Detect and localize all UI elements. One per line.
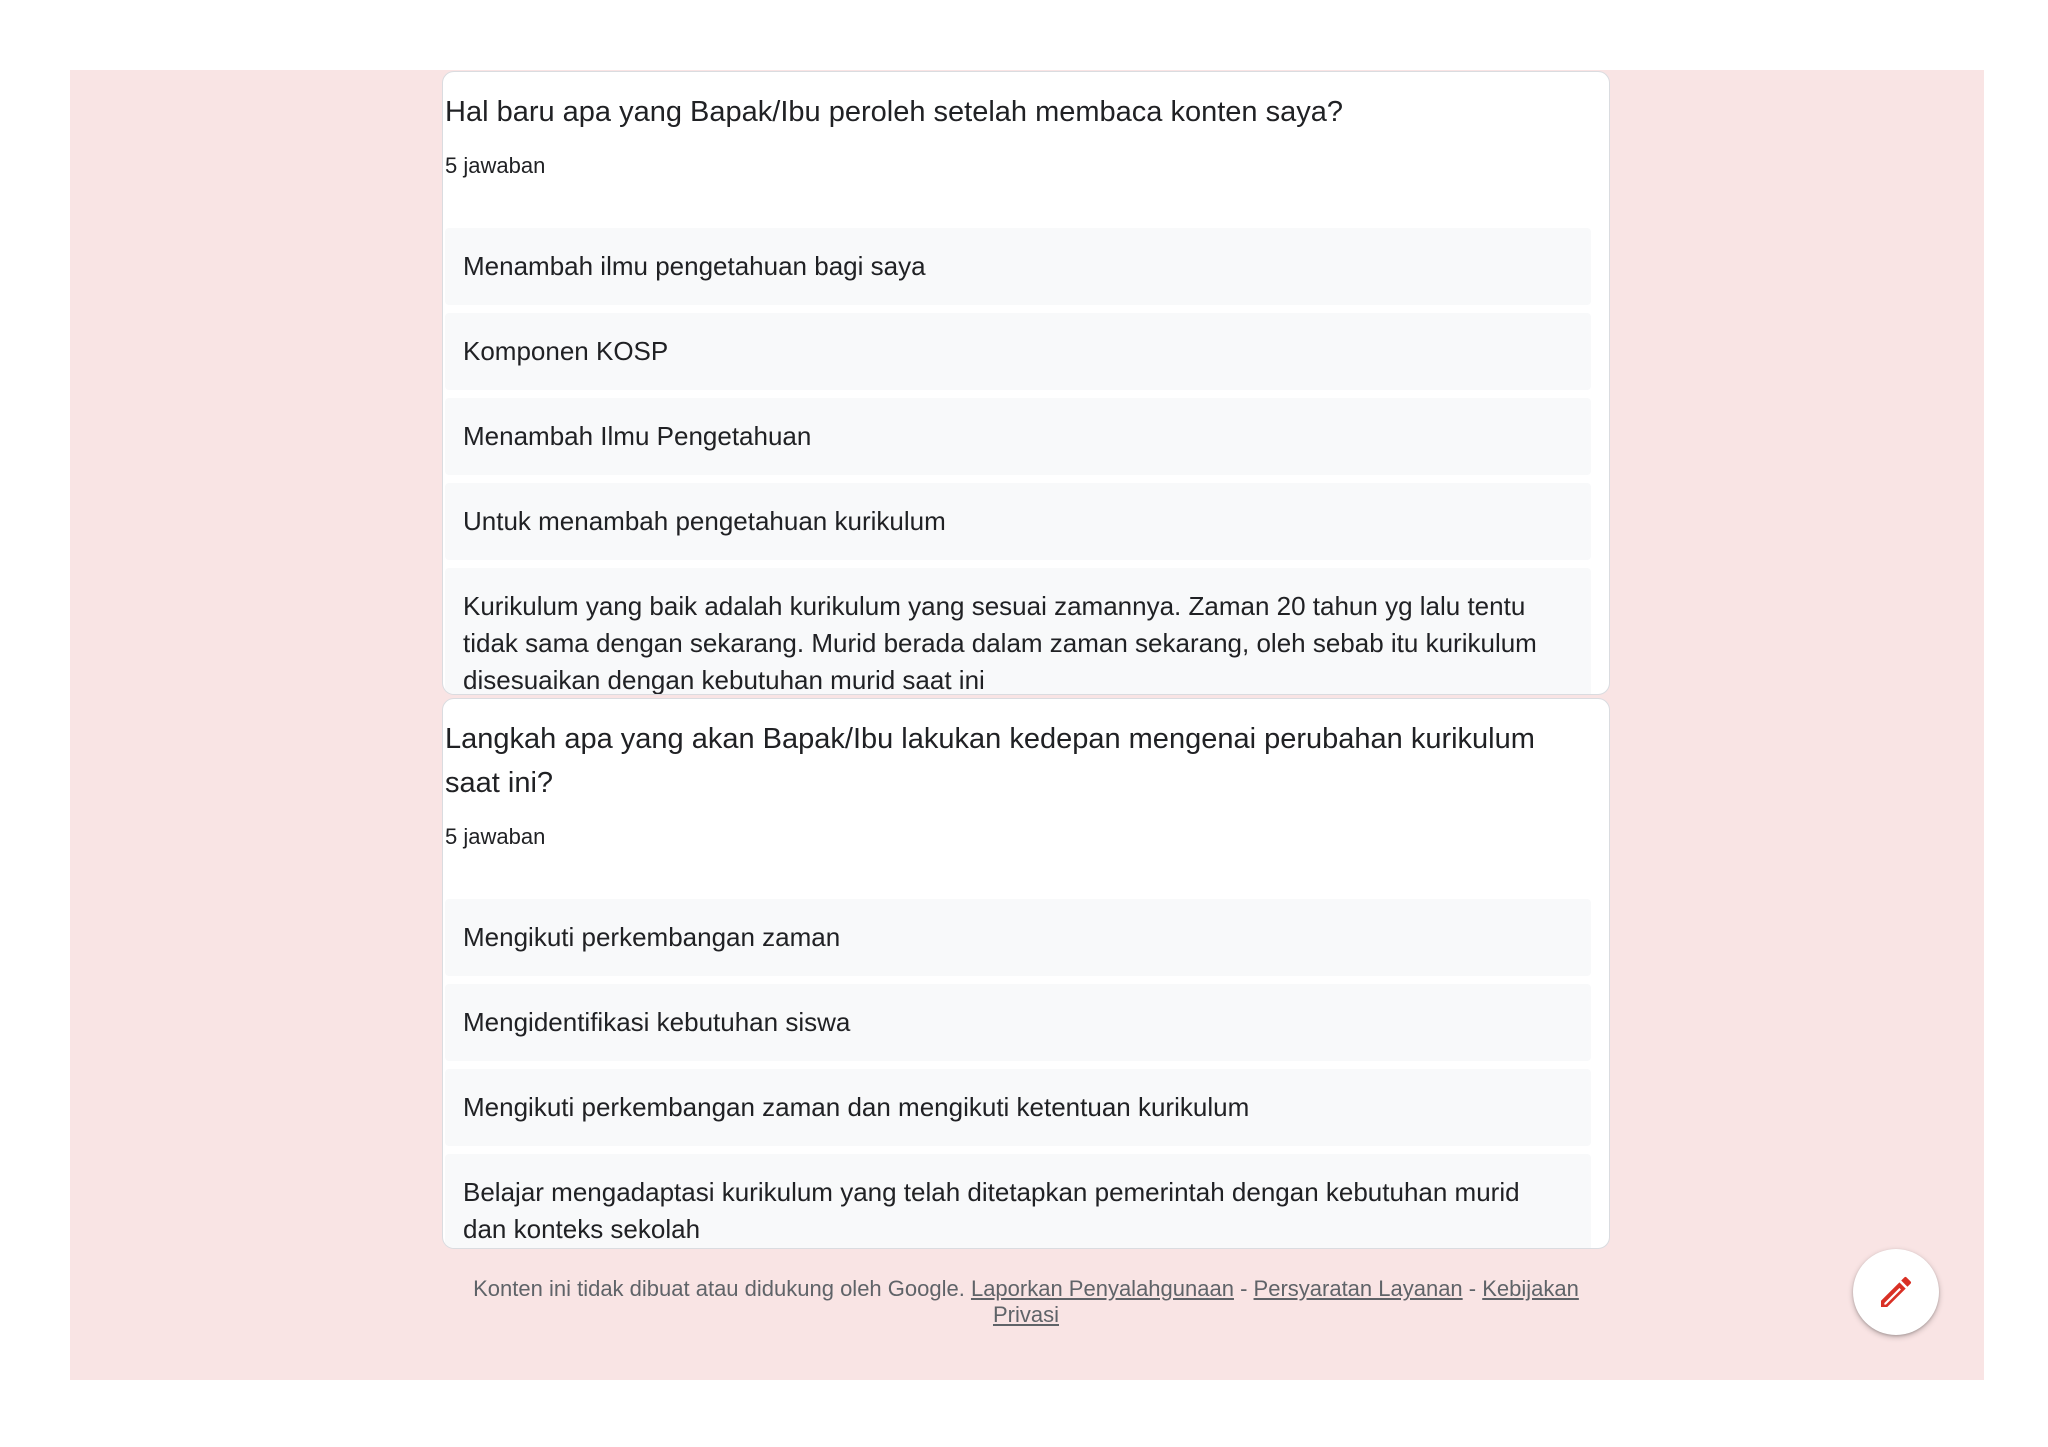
response-count: 5 jawaban [445, 153, 546, 178]
question-card-2 [442, 698, 1610, 1249]
answer-item: Menambah Ilmu Pengetahuan [445, 398, 1591, 475]
answer-item: Mengidentifikasi kebutuhan siswa [445, 984, 1591, 1061]
pencil-edit-icon [1876, 1272, 1916, 1312]
answer-list [445, 228, 1591, 695]
question-card-1 [442, 71, 1610, 695]
question-title: Langkah apa yang akan Bapak/Ibu lakukan kedepan mengenai perubahan kurikulum saat ini? [445, 723, 1535, 799]
answer-item: Komponen KOSP [445, 313, 1591, 390]
question-title: Hal baru apa yang Bapak/Ibu peroleh setelah membaca konten saya? [445, 96, 1343, 128]
edit-response-button[interactable] [1853, 1249, 1939, 1335]
footer-disclaimer: Konten ini tidak dibuat atau didukung oleh Google. [473, 1276, 965, 1301]
answer-item: Mengikuti perkembangan zaman dan mengikuti ketentuan kurikulum [445, 1069, 1591, 1146]
answer-list [445, 899, 1591, 1249]
footer [442, 1276, 1610, 1328]
answer-item: Untuk menambah pengetahuan kurikulum [445, 483, 1591, 560]
terms-of-service-link[interactable]: Persyaratan Layanan [1253, 1276, 1463, 1301]
privacy-policy-link[interactable]: Kebijakan Privasi [992, 1276, 1579, 1327]
footer-separator: - [1233, 1276, 1254, 1301]
response-count: 5 jawaban [445, 824, 546, 849]
footer-separator: - [1462, 1276, 1483, 1301]
answer-item: Mengikuti perkembangan zaman [445, 899, 1591, 976]
answer-item: Belajar mengadaptasi kurikulum yang telah ditetapkan pemerintah dengan kebutuhan murid dan konteks sekolah [445, 1154, 1591, 1249]
report-abuse-link[interactable]: Laporkan Penyalahgunaan [970, 1276, 1234, 1301]
answer-item: Menambah ilmu pengetahuan bagi saya [445, 228, 1591, 305]
answer-item: Kurikulum yang baik adalah kurikulum yang sesuai zamannya. Zaman 20 tahun yg lalu tentu tidak sama dengan sekarang. Murid berada dalam zaman sekarang, oleh sebab itu kurikulum disesuaikan dengan kebutuhan murid saat ini [445, 568, 1591, 695]
